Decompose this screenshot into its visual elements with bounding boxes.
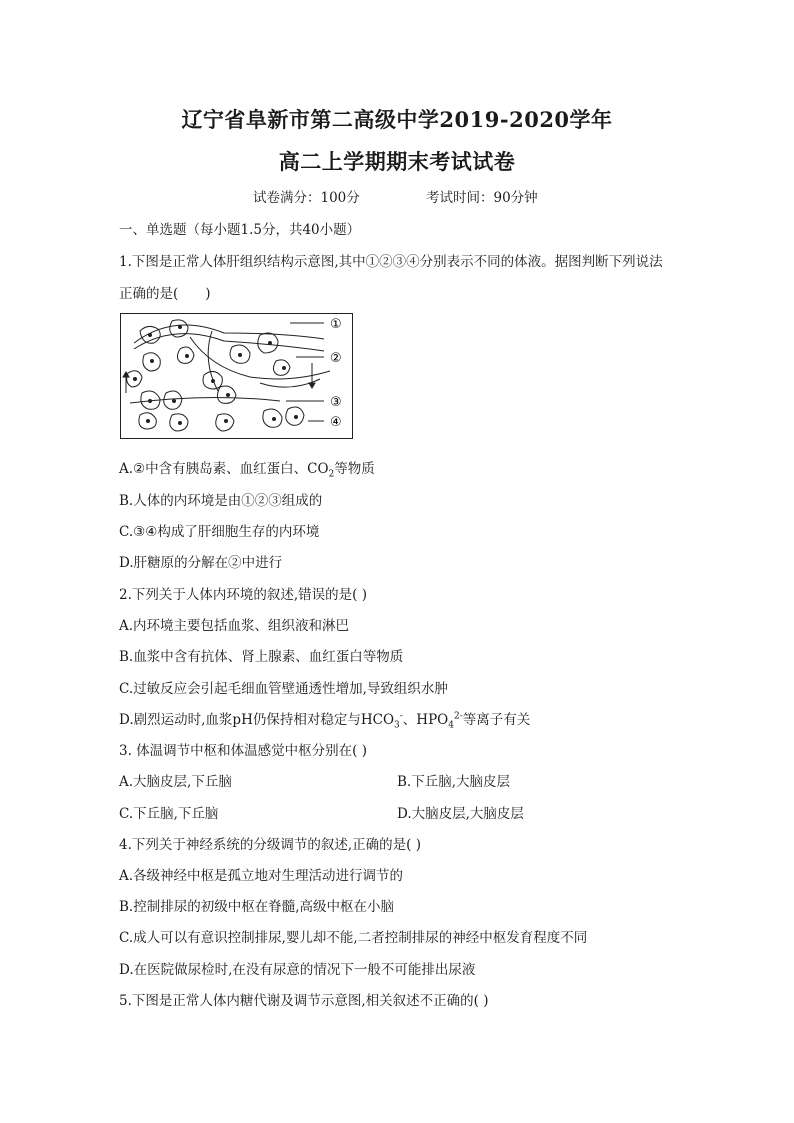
q3-stem: 3. 体温调节中枢和体温感觉中枢分别在( ) xyxy=(119,743,367,759)
q3-option-b: B.下丘脑,大脑皮层 xyxy=(397,774,511,790)
liver-tissue-diagram xyxy=(120,313,353,439)
q1-option-d: D.肝糖原的分解在②中进行 xyxy=(119,555,283,571)
q4-stem: 4.下列关于神经系统的分级调节的叙述,正确的是( ) xyxy=(119,837,421,853)
q2-option-d: D.剧烈运动时,血浆pH仍保持相对稳定与$HCO_3^-$、$HPO_4^{2-}$等离子有关 xyxy=(119,711,531,731)
figure-label-1: ① xyxy=(330,317,342,332)
q5-stem: 5.下图是正常人体内糖代谢及调节示意图,相关叙述不正确的( ) xyxy=(119,993,489,1009)
q3-option-c: C.下丘脑,下丘脑 xyxy=(119,806,219,822)
q2-option-a: A.内环境主要包括血浆、组织液和淋巴 xyxy=(119,618,350,634)
q2-stem: 2.下列关于人体内环境的叙述,错误的是( ) xyxy=(119,587,367,603)
exam-time-label: 考试时间：90分钟 xyxy=(426,190,538,206)
figure-label-4: ④ xyxy=(330,415,342,430)
q1-stem-line2: 正确的是( ) xyxy=(119,286,211,302)
page-title-line2: 高二上学期期末考试试卷 xyxy=(278,149,516,174)
q1-option-c: C.③④构成了肝细胞生存的内环境 xyxy=(119,524,320,540)
figure-label-3: ③ xyxy=(330,395,342,410)
q4-option-a: A.各级神经中枢是孤立地对生理活动进行调节的 xyxy=(119,868,404,884)
q4-option-d: D.在医院做尿检时,在没有尿意的情况下一般不可能排出尿液 xyxy=(119,962,476,978)
q4-option-b: B.控制排尿的初级中枢在脊髓,高级中枢在小脑 xyxy=(119,899,395,915)
q2-option-b: B.血浆中含有抗体、肾上腺素、血红蛋白等物质 xyxy=(119,649,404,665)
q2-option-c: C.过敏反应会引起毛细血管壁通透性增加,导致组织水肿 xyxy=(119,681,448,697)
exam-score-label: 试卷满分：100分 xyxy=(253,190,360,206)
page-title-line1: 辽宁省阜新市第二高级中学2019-2020学年 xyxy=(181,107,613,132)
q3-option-a: A.大脑皮层,下丘脑 xyxy=(119,774,232,790)
figure-label-2: ② xyxy=(330,351,342,366)
q1-stem-line1: 1.下图是正常人体肝组织结构示意图,其中①②③④分别表示不同的体液。据图判断下列说法 xyxy=(119,254,663,270)
q1-option-a: A.②中含有胰岛素、血红蛋白、$CO_2$等物质 xyxy=(119,461,375,480)
q1-option-b: B.人体的内环境是由①②③组成的 xyxy=(119,493,323,509)
q4-option-c: C.成人可以有意识控制排尿,婴儿却不能,二者控制排尿的神经中枢发育程度不同 xyxy=(119,930,588,946)
q3-option-d: D.大脑皮层,大脑皮层 xyxy=(397,806,524,822)
section-heading: 一、单选题（每小题1.5分，共40小题） xyxy=(119,222,361,238)
